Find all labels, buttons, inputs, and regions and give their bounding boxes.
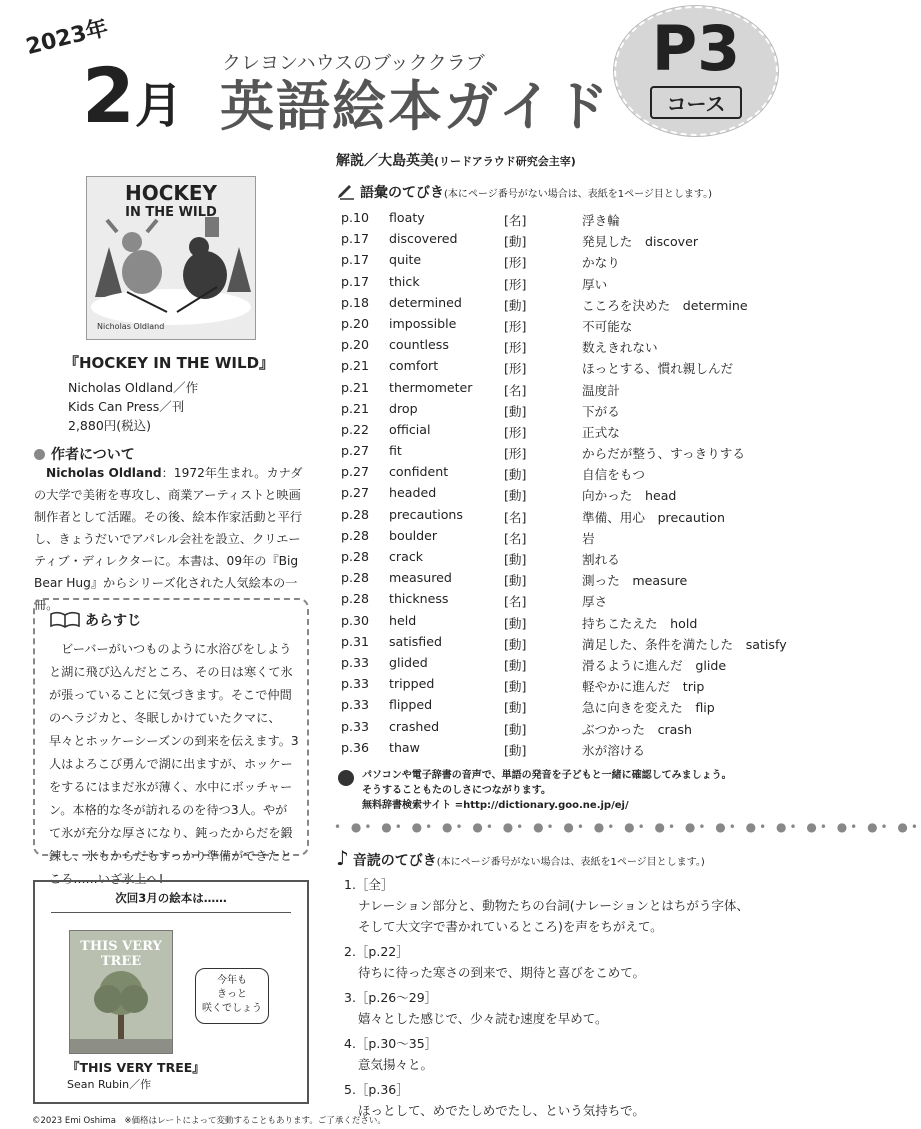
- bubble-line-2: きっと: [217, 989, 247, 1000]
- vocab-word: thermometer: [389, 379, 473, 395]
- vocab-word: determined: [389, 294, 462, 310]
- vocab-pos: [形]: [504, 276, 527, 292]
- reading-item-text: 嬉々とした感じで、少々読む速度を早めて。: [358, 1011, 608, 1026]
- vocab-pos: [形]: [504, 446, 527, 462]
- reading-item: [344, 987, 784, 1029]
- vocab-pos: [動]: [504, 615, 527, 631]
- vocab-meaning: こころを決めた determine: [582, 297, 748, 313]
- vocab-row: [341, 653, 793, 674]
- vocab-page: p.27: [341, 485, 370, 501]
- reading-item-text: 意気揚々と。: [358, 1057, 434, 1072]
- vocab-page: p.27: [341, 443, 370, 459]
- vocab-row: [341, 738, 793, 759]
- vocab-page: p.21: [341, 358, 370, 374]
- book-author: Nicholas Oldland／作: [68, 380, 199, 395]
- about-heading-text: 作者について: [51, 447, 135, 463]
- vocab-word: countless: [389, 337, 449, 353]
- vocab-meaning: 軽やかに進んだ trip: [582, 679, 705, 695]
- reading-item-label: 1.［全］: [344, 877, 394, 892]
- vocab-page: p.33: [341, 718, 370, 734]
- next-book-title: 『THIS VERY TREE』: [67, 1060, 205, 1075]
- vocab-word: quite: [389, 252, 422, 268]
- pc-note-line-2: そうすることもたのしさにつながります。: [362, 785, 551, 796]
- vocab-word: headed: [389, 485, 437, 501]
- vocab-page: p.27: [341, 464, 370, 480]
- vocab-page: p.28: [341, 506, 370, 522]
- vocab-pos: [形]: [504, 255, 527, 271]
- vocab-word: thaw: [389, 739, 420, 755]
- vocab-meaning: 準備、用心 precaution: [582, 509, 725, 525]
- vocab-meaning: 自信をもつ: [582, 467, 645, 483]
- vocab-page: p.36: [341, 739, 370, 755]
- year-label: 2023年: [23, 15, 111, 61]
- vocab-pos: [動]: [504, 488, 527, 504]
- reading-item-label: 5.［p.36］: [344, 1082, 409, 1097]
- vocab-pos: [動]: [504, 573, 527, 589]
- about-text: [34, 462, 306, 616]
- vocab-meaning: 満足した、条件を満たした satisfy: [582, 636, 787, 652]
- vocab-word: glided: [389, 654, 428, 670]
- book-price: 2,880円(税込): [68, 418, 152, 433]
- vocab-meaning: 向かった head: [582, 488, 677, 504]
- copyright: ©2023 Emi Oshima ※価格はレートによって変動することもあります。ご了承ください。: [32, 1116, 386, 1126]
- vocab-word: flipped: [389, 697, 433, 713]
- vocab-pos: [名]: [504, 213, 527, 228]
- commentary-credit: [336, 150, 576, 170]
- vocab-page: p.10: [341, 210, 370, 225]
- vocab-row: [341, 420, 793, 441]
- reading-heading-text: 音読のてびき: [352, 853, 437, 869]
- vocab-row: [341, 378, 793, 399]
- synopsis-box: [33, 598, 309, 886]
- vocab-page: p.17: [341, 231, 370, 247]
- next-cover-title: THIS VERY TREE: [80, 939, 162, 969]
- vocab-pos: [動]: [504, 552, 527, 567]
- vocab-meaning: 発見した discover: [582, 234, 699, 250]
- vocab-table: [341, 208, 793, 759]
- vocab-meaning: 滑るように進んだ glide: [582, 657, 727, 673]
- vocab-word: satisfied: [389, 633, 442, 649]
- page-title: 英語絵本ガイド: [220, 75, 611, 138]
- reading-item: [344, 874, 784, 937]
- vocab-row: [341, 208, 793, 229]
- vocab-row: [341, 483, 793, 504]
- reading-heading: [336, 846, 705, 870]
- vocab-pos: [名]: [504, 382, 527, 398]
- vocab-page: p.17: [341, 273, 370, 289]
- vocab-meaning: 急に向きを変えた flip: [582, 700, 715, 716]
- vocab-word: confident: [389, 464, 449, 480]
- vocab-page: p.28: [341, 527, 370, 543]
- vocab-page: p.18: [341, 294, 370, 310]
- vocab-heading-text: 語彙のてびき: [360, 185, 444, 201]
- vocab-pos: [名]: [504, 530, 527, 546]
- vocab-word: boulder: [389, 527, 438, 543]
- vocab-row: [341, 229, 793, 250]
- vocab-page: p.22: [341, 421, 370, 437]
- pc-note: [362, 768, 732, 813]
- course-label: コース: [650, 86, 742, 119]
- speech-bubble: [195, 968, 269, 1024]
- reading-item-text: ほっとして、めでたしめでたし、という気持ちで。: [358, 1103, 645, 1118]
- synopsis-heading-text: あらすじ: [85, 613, 141, 629]
- reading-item: [344, 941, 784, 983]
- vocab-meaning: 氷が溶ける: [582, 742, 645, 758]
- open-book-icon: [49, 611, 81, 629]
- vocab-word: precautions: [389, 506, 463, 522]
- vocab-page: p.21: [341, 379, 370, 395]
- vocab-meaning: 下がる: [582, 403, 620, 419]
- month-label: [82, 51, 183, 140]
- music-note-icon: ♪: [336, 846, 349, 870]
- vocab-page: p.20: [341, 315, 370, 331]
- vocab-pos: [動]: [504, 636, 527, 652]
- vocab-meaning: 割れる: [582, 552, 620, 567]
- reading-item-text: そして大文字で書かれているところ)を声をちがえて。: [358, 919, 663, 934]
- pc-note-line-1: パソコンや電子辞書の音声で、単語の発音を子どもと一緒に確認してみましょう。: [362, 770, 732, 781]
- vocab-meaning: 厚さ: [582, 594, 608, 610]
- vocab-page: p.28: [341, 591, 370, 607]
- vocab-row: [341, 505, 793, 526]
- vocab-meaning: 温度計: [582, 382, 620, 398]
- vocab-row: [341, 293, 793, 314]
- vocab-page: p.33: [341, 697, 370, 713]
- reading-item-label: 4.［p.30〜35］: [344, 1036, 438, 1051]
- vocab-pos: [形]: [504, 424, 527, 440]
- vocab-row: [341, 568, 793, 589]
- vocab-pos: [形]: [504, 340, 527, 356]
- vocab-word: thickness: [389, 591, 449, 607]
- vocab-page: p.33: [341, 654, 370, 670]
- commentary-affiliation: (リードアラウド研究会主宰): [434, 155, 576, 168]
- commentary-label: 解説／大島英美: [336, 153, 434, 169]
- page-subtitle: クレヨンハウスのブッククラブ: [222, 52, 485, 74]
- vocab-pos: [動]: [504, 679, 527, 695]
- synopsis-heading: [49, 610, 141, 630]
- vocab-row: [341, 335, 793, 356]
- vocab-word: discovered: [389, 231, 458, 247]
- vocab-row: [341, 632, 793, 653]
- about-author-name: Nicholas Oldland: [46, 466, 162, 480]
- vocab-meaning: からだが整う、すっきりする: [582, 446, 745, 462]
- vocab-pos: [形]: [504, 318, 527, 334]
- vocab-pos: [動]: [504, 467, 527, 483]
- vocab-meaning: 数えきれない: [582, 340, 658, 356]
- bullet-dot-icon: [34, 449, 45, 460]
- book-publisher: Kids Can Press／刊: [68, 399, 185, 414]
- book-cover-image: [86, 176, 256, 340]
- vocab-meaning: 正式な: [582, 424, 620, 440]
- vocab-meaning: 持ちこたえた hold: [582, 615, 698, 631]
- vocab-meaning: ほっとする、慣れ親しんだ: [582, 361, 734, 377]
- vocab-pos: [動]: [504, 297, 527, 313]
- vocab-row: [341, 462, 793, 483]
- vocab-row: [341, 717, 793, 738]
- reading-item-text: ナレーション部分と、動物たちの台詞(ナレーションとはちがう字体、: [358, 898, 749, 913]
- vocab-row: [341, 589, 793, 610]
- vocab-row: [341, 250, 793, 271]
- cover-author: Nicholas Oldland: [97, 322, 165, 331]
- speaker-icon: [338, 770, 354, 786]
- vocab-word: crack: [389, 549, 424, 564]
- next-book-cover-image: [69, 930, 173, 1054]
- reading-note: (本にページ番号がない場合は、表紙を1ページ目とします。): [436, 857, 705, 868]
- vocab-word: fit: [389, 443, 402, 459]
- reading-item-text: 待ちに待った寒さの到来で、期待と喜びをこめて。: [358, 965, 646, 980]
- vocab-pos: [動]: [504, 657, 527, 673]
- vocab-pos: [動]: [504, 234, 527, 250]
- vocab-pos: [名]: [504, 594, 527, 610]
- vocab-pos: [名]: [504, 509, 527, 525]
- vocab-meaning: 測った measure: [582, 573, 688, 589]
- vocab-word: held: [389, 612, 417, 628]
- cover-title: HOCKEY: [124, 181, 218, 205]
- vocab-heading: [336, 182, 712, 202]
- month-suffix: 月: [134, 78, 183, 134]
- vocab-row: [341, 526, 793, 547]
- vocab-page: p.17: [341, 252, 370, 268]
- vocab-row: [341, 314, 793, 335]
- month-number: 2: [82, 51, 135, 140]
- reading-list: [344, 874, 784, 1125]
- vocab-page: p.20: [341, 337, 370, 353]
- vocab-word: thick: [389, 273, 420, 289]
- vocab-pos: [動]: [504, 403, 527, 419]
- vocab-meaning: 浮き輪: [582, 213, 620, 228]
- next-book-heading: 次回3月の絵本は……: [51, 890, 291, 913]
- bubble-line-3: 咲くでしょう: [202, 1003, 262, 1014]
- vocab-page: p.33: [341, 676, 370, 692]
- vocab-pos: [動]: [504, 742, 527, 758]
- pencil-icon: [336, 184, 356, 200]
- book-meta: [68, 378, 198, 435]
- vocab-word: drop: [389, 400, 418, 416]
- next-book-author: Sean Rubin／作: [67, 1078, 152, 1091]
- reading-item: [344, 1033, 784, 1075]
- cover-subtitle: IN THE WILD: [125, 205, 217, 220]
- vocab-row: [341, 356, 793, 377]
- vocab-page: p.31: [341, 633, 370, 649]
- vocab-meaning: 不可能な: [582, 318, 633, 334]
- synopsis-text: ビーバーがいつものように水浴びをしようと湖に飛び込んだところ、その日は寒くて氷が張っていることに気づきます。そこで仲間のヘラジカと、冬眠しかけていたクマに、早々とホッケーシーズンの到来を伝えます。3人はよろこび勇んで湖に出ますが、ホッケーをするにはまだ氷が薄く、水中にボッチャーン。本格的な冬が訪れるのを待つ3人。やがて氷が充分な厚さになり、鈍ったからだを鍛錬し、氷もからだもすっかり準備ができたところ……いざ氷上へ!: [49, 642, 299, 886]
- bubble-line-1: 今年も: [217, 975, 247, 986]
- vocab-meaning: かなり: [582, 255, 620, 271]
- vocab-meaning: 岩: [582, 530, 595, 546]
- vocab-row: [341, 695, 793, 716]
- next-book-box: [33, 880, 309, 1104]
- about-body: ：1972年生まれ。カナダの大学で美術を専攻し、商業アーティストと映画制作者として活躍。その後、絵本作家活動と平行し、きょうだいでアパレル会社を設立、クリエーティブ・ディレクターに。本書は、09年の『Big Bear Hug』からシリーズ化された人気絵本の一冊。: [34, 466, 303, 612]
- vocab-note: (本にページ番号がない場合は、表紙を1ページ目とします。): [444, 189, 712, 200]
- vocab-meaning: ぶつかった crash: [582, 721, 692, 737]
- vocab-word: tripped: [389, 676, 435, 692]
- vocab-page: p.28: [341, 570, 370, 586]
- reading-item: [344, 1079, 784, 1121]
- vocab-meaning: 厚い: [582, 276, 608, 292]
- vocab-page: p.21: [341, 400, 370, 416]
- vocab-row: [341, 441, 793, 462]
- course-badge: [614, 6, 778, 136]
- vocab-row: [341, 272, 793, 293]
- course-code: P3: [651, 12, 741, 85]
- vocab-row: [341, 674, 793, 695]
- pc-note-line-3: 無料辞書検索サイト =http://dictionary.goo.ne.jp/ej/: [362, 800, 629, 811]
- reading-item-label: 3.［p.26〜29］: [344, 990, 438, 1005]
- dotted-divider: • ●• ●• ●• ●• ●• ●• ●• ●• ●• ●• ●• ●• ●• ●• ●• ●• ●• ●• ●•: [334, 820, 921, 834]
- vocab-pos: [動]: [504, 700, 527, 716]
- vocab-word: comfort: [389, 358, 439, 374]
- reading-item-label: 2.［p.22］: [344, 944, 409, 959]
- vocab-word: impossible: [389, 315, 457, 331]
- vocab-row: [341, 399, 793, 420]
- vocab-word: floaty: [389, 210, 425, 225]
- vocab-word: measured: [389, 570, 452, 586]
- about-heading: [34, 444, 135, 464]
- vocab-row: [341, 611, 793, 632]
- book-title: 『HOCKEY IN THE WILD』: [64, 354, 275, 372]
- vocab-page: p.28: [341, 549, 370, 564]
- vocab-page: p.30: [341, 612, 370, 628]
- vocab-row: [341, 547, 793, 568]
- vocab-word: official: [389, 421, 431, 437]
- vocab-pos: [形]: [504, 361, 527, 377]
- vocab-pos: [動]: [504, 721, 527, 737]
- vocab-word: crashed: [389, 718, 440, 734]
